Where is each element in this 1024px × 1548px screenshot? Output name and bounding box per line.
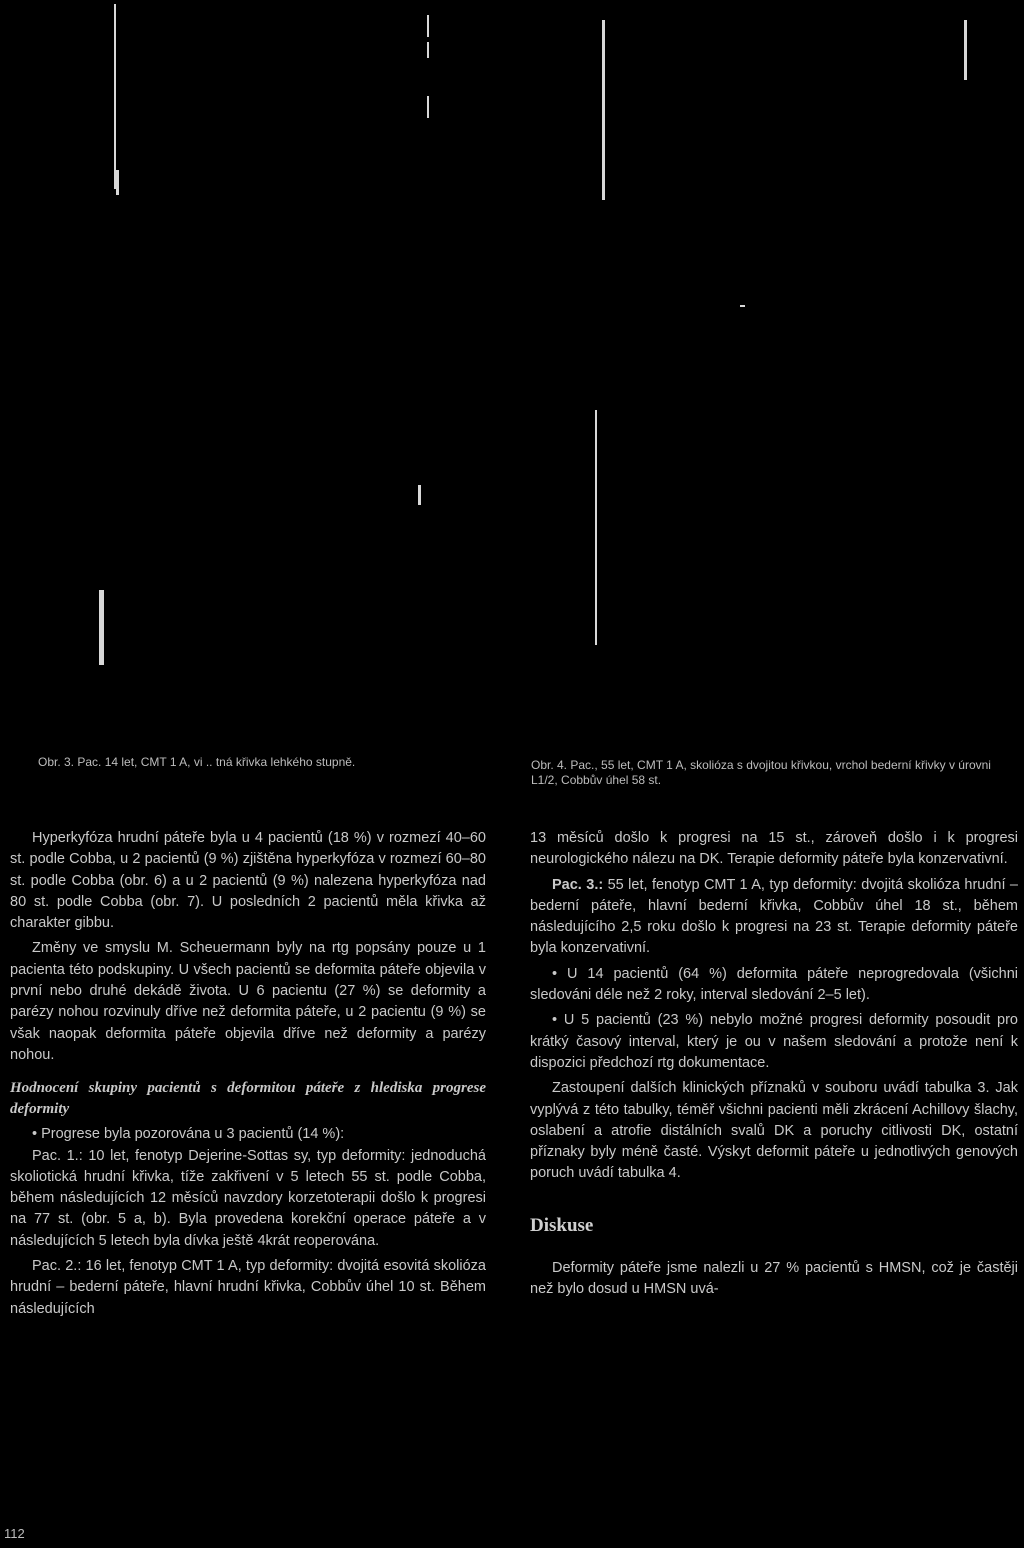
xray-mark xyxy=(418,485,421,505)
paragraph xyxy=(530,875,1018,960)
page-number: 112 xyxy=(4,1526,25,1541)
paragraph: Pac. 2.: 16 let, fenotyp CMT 1 A, typ deformity: dvojitá esovitá skolióza hrudní – bederní páteře, hlavní hrudní křivka, Cobbův úhel 10 st. Během následujících xyxy=(10,1258,486,1317)
xray-mark xyxy=(427,96,429,118)
xray-mark xyxy=(740,305,745,307)
case-text: 55 let, fenotyp CMT 1 A, typ deformity: dvojitá skolióza hrudní – bederní páteře, hlavní bederní křivka, Cobbův úhel 18 st., během následujícího 2,5 roku došlo k progresi na 23 st. Terapie deformity páteře byla konzervativní. xyxy=(530,876,1018,957)
left-column xyxy=(10,828,486,1324)
paragraph: Pac. 1.: 10 let, fenotyp Dejerine-Sottas sy, typ deformity: jednoduchá skoliotická hrudní křivka, tíže zakřivení v 5 letech 55 st. podle Cobba, během následujících 12 měsíců navzdory korzetoterapii došlo k progresi na 77 st. (obr. 5 a, b). Byla provedena korekční operace páteře a v následujících 5 letech byla dívka ještě 4krát reoperována. xyxy=(10,1147,486,1249)
xray-mark xyxy=(427,42,429,58)
xray-mark xyxy=(99,590,104,665)
paragraph: Deformity páteře jsme nalezli u 27 % pacientů s HMSN, což je častěji než bylo dosud u HMSN uvá- xyxy=(530,1260,1018,1298)
xray-mark xyxy=(116,170,119,195)
paragraph: 13 měsíců došlo k progresi na 15 st., zároveň došlo i k progresi neurologického nálezu na DK. Terapie deformity páteře byla konzervativní. xyxy=(530,830,1018,868)
xray-mark xyxy=(427,15,429,37)
figure-3-caption: Obr. 3. Pac. 14 let, CMT 1 A, vi .. tná křivka lehkého stupně. xyxy=(38,755,356,769)
xray-mark xyxy=(964,20,967,80)
figure-3-xray xyxy=(0,0,512,740)
case-label: Pac. 3.: xyxy=(552,876,604,893)
paragraph: Zastoupení dalších klinických příznaků v souboru uvádí tabulka 3. Jak vyplývá z této tabulky, téměř všichni pacienti měli zkrácení Achillovy šlachy, oslabení a atrofie distálních svalů DK a poruchy citlivosti DK, ostatní příznaky byly méně časté. Výskyt deformit páteře u jednotlivých genových poruch uvádí tabulka 4. xyxy=(530,1080,1018,1182)
xray-mark xyxy=(595,410,597,645)
paragraph: Změny ve smyslu M. Scheuermann byly na rtg popsány pouze u 1 pacienta této podskupiny. U všech pacientů se deformita páteře objevila v první nebo druhé dekádě života. U 6 pacientu (27 %) se deformity a parézy nohou rozvinuly dříve než deformita páteře, u 2 pacientu (9 %) se však naopak deformita páteře objevila dříve než deformity a parézy nohou. xyxy=(10,940,486,1063)
xray-mark xyxy=(602,20,605,200)
list-item: • Progrese byla pozorována u 3 pacientů (14 %): xyxy=(32,1126,345,1143)
paragraph: Hyperkyfóza hrudní páteře byla u 4 pacientů (18 %) v rozmezí 40–60 st. podle Cobba, u 2 pacientů (9 %) zjištěna hyperkyfóza v rozmezí 60–80 st. podle Cobba (obr. 6) a u 2 pacientů (9 %) nalezena hyperkyfóza nad 80 st. podle Cobba (obr. 7). U posledních 2 pacientů měla křivka až charakter gibbu. xyxy=(10,830,486,932)
list-item: • U 5 pacientů (23 %) nebylo možné progresi deformity posoudit pro krátký časový interval, který je ou v našem sledování a protože není k dispozici předchozí rtg dokumentace. xyxy=(530,1012,1018,1071)
right-column xyxy=(530,828,1018,1305)
xray-mark xyxy=(114,4,116,189)
figure-4-caption: Obr. 4. Pac., 55 let, CMT 1 A, skolióza s dvojitou křivkou, vrchol bederní křivky v úrovni L1/2, Cobbův úhel 58 st. xyxy=(531,758,991,787)
figure-4-xray xyxy=(520,0,1024,740)
section-title: Diskuse xyxy=(530,1214,594,1236)
list-item: • U 14 pacientů (64 %) deformita páteře neprogredovala (všichni sledováni déle než 2 roky, interval sledování 2–5 let). xyxy=(530,965,1018,1004)
section-heading: Hodnocení skupiny pacientů s deformitou páteře z hlediska progrese deformity xyxy=(10,1080,486,1118)
